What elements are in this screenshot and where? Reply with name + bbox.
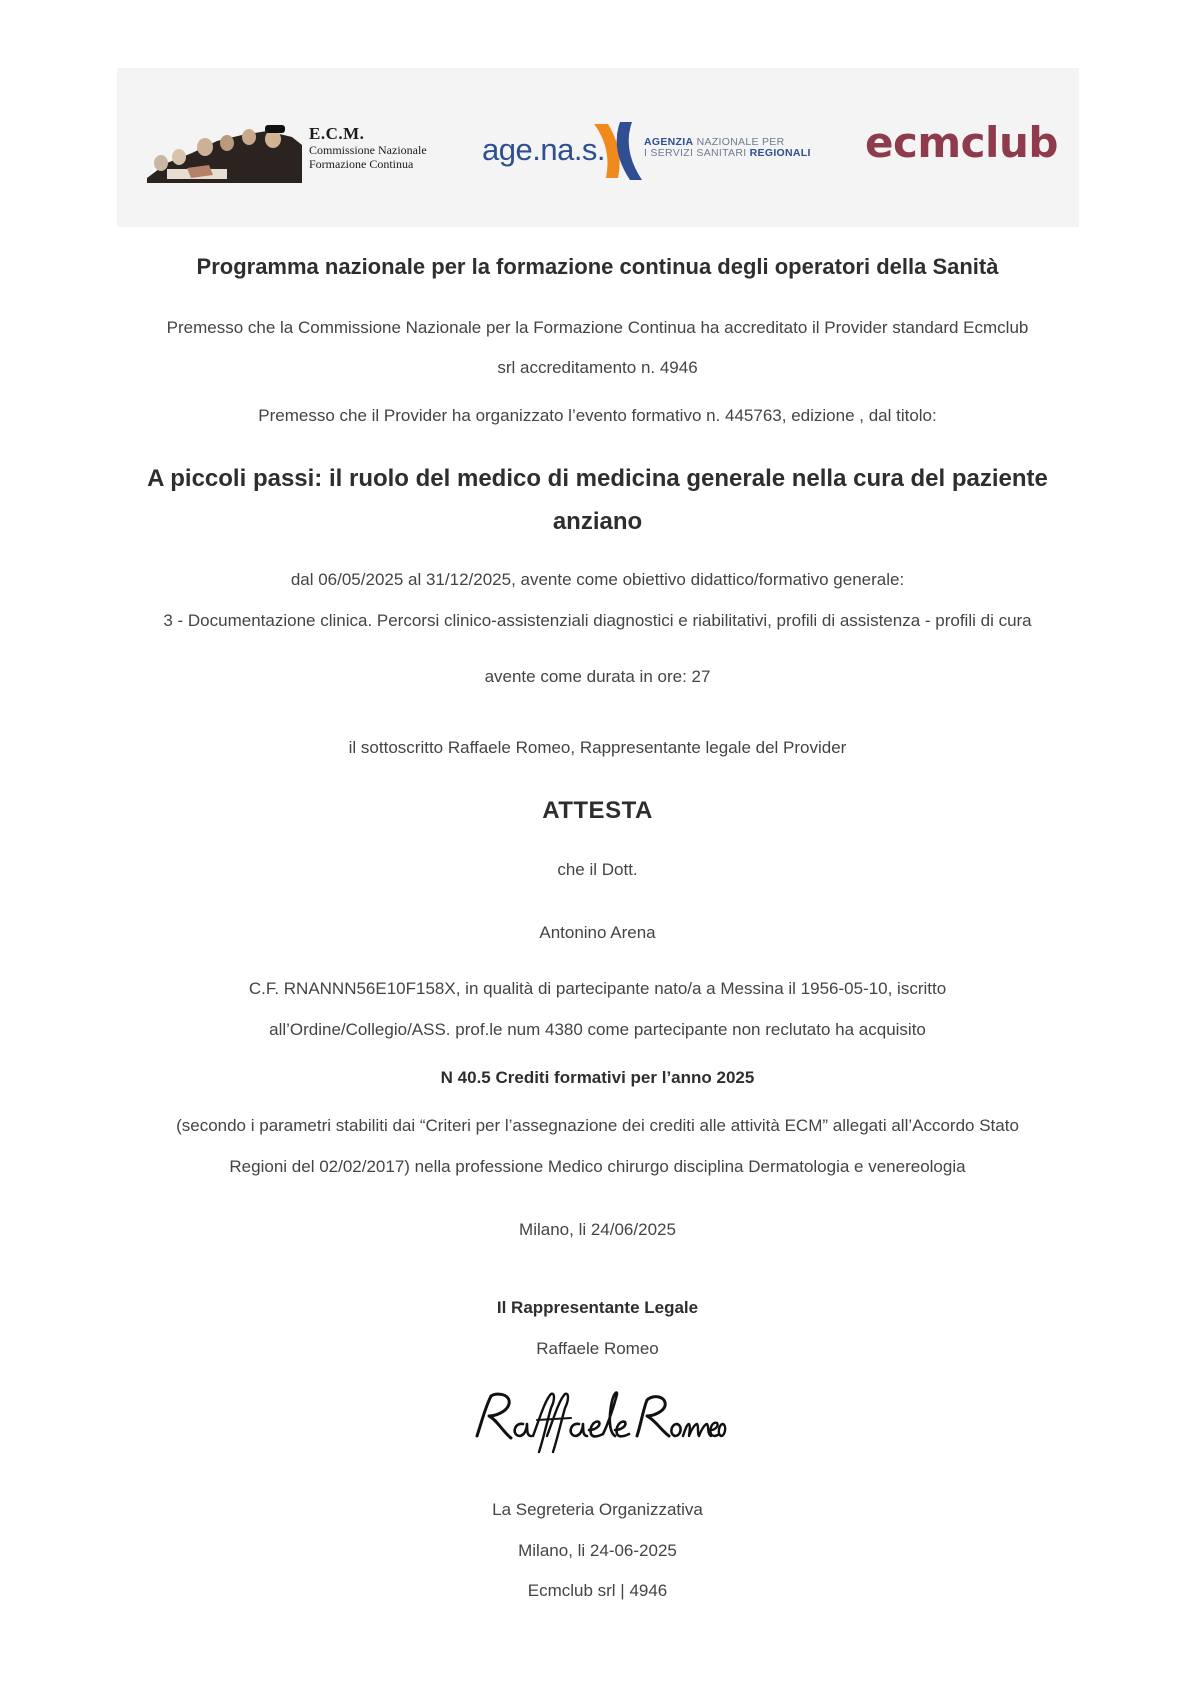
agenas-logo: [482, 120, 812, 182]
agenas-description: [644, 137, 811, 159]
place-date: Milano, li 24/06/2025: [519, 1220, 676, 1239]
secretariat-date: Milano, li 24-06-2025: [518, 1541, 677, 1560]
agenas-desc-line1: NAZIONALE PER: [693, 136, 785, 148]
ecm-abbr: E.C.M.: [309, 124, 365, 143]
premise-1-line-1: Premesso che la Commissione Nazionale per la Formazione Continua ha accreditato il Provider standard Ecmclub: [166, 318, 1029, 337]
participant-details-line-1: C.F. RNANNN56E10F158X, in qualità di partecipante nato/a a Messina il 1956-05-10, iscritto: [248, 979, 947, 998]
agenas-desc-line2-bold: REGIONALI: [749, 147, 811, 159]
program-title: Programma nazionale per la formazione continua degli operatori della Sanità: [196, 254, 999, 279]
course-duration: avente come durata in ore: 27: [484, 667, 711, 686]
course-period: dal 06/05/2025 al 31/12/2025, avente come obiettivo didattico/formativo generale:: [290, 570, 905, 589]
ecm-line-1: Commissione Nazionale: [309, 143, 427, 157]
ecmclub-logo: ecmclub: [865, 118, 1058, 167]
course-objective: 3 - Documentazione clinica. Percorsi clinico-assistenziali diagnostici e riabilitativi, profili di assistenza - profili di cura: [163, 611, 1032, 630]
ecm-logo-text: [309, 125, 427, 171]
course-title-line-2: anziano: [552, 508, 643, 535]
header-banner: [117, 68, 1079, 227]
ecm-painting-figures: [147, 123, 302, 183]
attesta-heading: ATTESTA: [542, 797, 653, 824]
agenas-desc-bold: AGENZIA: [644, 136, 694, 148]
agenas-x-mark: [590, 120, 650, 182]
participant-details-line-2: all’Ordine/Collegio/ASS. prof.le num 4380 come partecipante non reclutato ha acquisito: [269, 1020, 926, 1039]
participant-name: Antonino Arena: [539, 923, 656, 942]
premise-1-line-2: srl accreditamento n. 4946: [497, 358, 698, 377]
legal-rep-name: Raffaele Romeo: [536, 1339, 659, 1358]
secretariat-title: La Segreteria Organizzativa: [492, 1500, 703, 1519]
criteria-line-2: Regioni del 02/02/2017) nella professione Medico chirurgo disciplina Dermatologia e venereologia: [229, 1157, 966, 1176]
agenas-wordmark: age.na.s.: [482, 132, 606, 167]
premise-2: Premesso che il Provider ha organizzato l’evento formativo n. 445763, edizione , dal titolo:: [258, 406, 937, 425]
agenas-desc-line2: I SERVIZI SANITARI: [644, 147, 750, 159]
legal-rep-title: Il Rappresentante Legale: [496, 1298, 699, 1317]
undersigned-statement: il sottoscritto Raffaele Romeo, Rappresentante legale del Provider: [348, 738, 847, 757]
ecm-line-2: Formazione Continua: [309, 157, 414, 171]
credits-awarded: N 40.5 Crediti formativi per l’anno 2025: [440, 1068, 755, 1087]
handwritten-signature: [467, 1386, 727, 1456]
ecm-logo: [147, 123, 437, 183]
course-title-line-1: A piccoli passi: il ruolo del medico di medicina generale nella cura del paziente: [147, 465, 1048, 492]
che-il-dott: che il Dott.: [557, 860, 638, 879]
criteria-line-1: (secondo i parametri stabiliti dai “Criteri per l’assegnazione dei crediti alle attività ECM” allegati all’Accordo Stato: [176, 1116, 1019, 1135]
secretariat-company: Ecmclub srl | 4946: [527, 1581, 668, 1600]
